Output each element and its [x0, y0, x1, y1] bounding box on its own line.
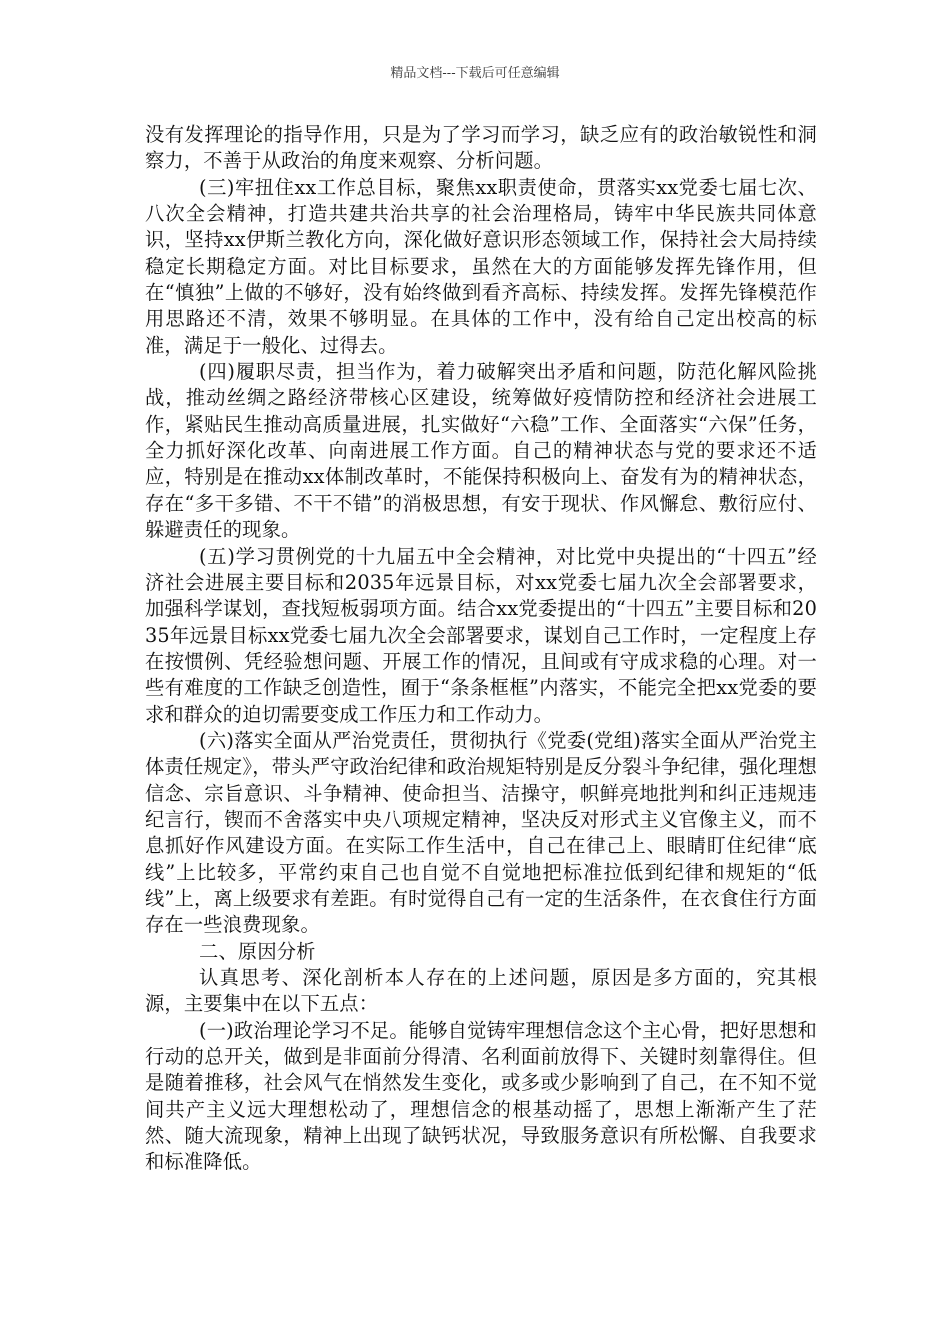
document-body	[145, 122, 817, 1176]
paragraph-section-5: (五)学习贯例党的十九届五中全会精神，对比党中央提出的“十四五”经济社会进展主要目标和2035年远景目标，对xx党委七届九次全会部署要求，加强科学谋划，查找短板弱项方面。结合xx党委提出的“十四五”主要目标和2035年远景目标xx党委七届九次全会部署要求，谋划自己工作时，一定程度上存在按惯例、凭经验想问题、开展工作的情况，且间或有守成求稳的心理。对一些有难度的工作缺乏创造性，囿于“条条框框”内落实，不能完全把xx党委的要求和群众的迫切需要变成工作压力和工作动力。	[145, 544, 817, 726]
paragraph-section-3: (三)牢扭住xx工作总目标，聚焦xx职责使命，贯落实xx党委七届七次、八次全会精神，打造共建共治共享的社会治理格局，铸牢中华民族共同体意识，坚持xx伊斯兰教化方向，深化做好意识形态领域工作，保持社会大局持续稳定长期稳定方面。对比目标要求，虽然在大的方面能够发挥先锋作用，但在“慎独”上做的不够好，没有始终做到看齐高标、持续发挥。发挥先锋模范作用思路还不清，效果不够明显。在具体的工作中，没有给自己定出校高的标准，满足于一般化、过得去。	[145, 175, 817, 357]
paragraph-cause-intro: 认真思考、深化剖析本人存在的上述问题，原因是多方面的，究其根源，主要集中在以下五点：	[145, 966, 817, 1016]
paragraph-cause-1: (一)政治理论学习不足。能够自觉铸牢理想信念这个主心骨，把好思想和行动的总开关，做到是非面前分得清、名利面前放得下、关键时刻靠得住。但是随着推移，社会风气在悄然发生变化，或多或少影响到了自己，在不知不觉间共产主义远大理想松动了，理想信念的根基动摇了，思想上渐渐产生了茫然、随大流现象，精神上出现了缺钙状况，导致服务意识有所松懈、自我要求和标准降低。	[145, 1018, 817, 1174]
paragraph-section-4: (四)履职尽责，担当作为，着力破解突出矛盾和问题，防范化解风险挑战，推动丝绸之路经济带核心区建设，统筹做好疫情防控和经济社会进展工作，紧贴民生推动高质量进展，扎实做好“六稳”工作、全面落实“六保”任务，全力抓好深化改革、向南进展工作方面。自己的精神状态与党的要求还不适应，特别是在推动xx体制改革时，不能保持积极向上、奋发有为的精神状态，存在“多干多错、不干不错”的消极思想，有安于现状、作风懈怠、敷衍应付、躲避责任的现象。	[145, 360, 817, 542]
paragraph-section-6: (六)落实全面从严治党责任，贯彻执行《党委(党组)落实全面从严治党主体责任规定》，带头严守政治纪律和政治规矩特别是反分裂斗争纪律，强化理想信念、宗旨意识、斗争精神、使命担当、洁操守，帜鲜亮地批判和纠正违规违纪言行，锲而不舍落实中央八项规定精神，坚决反对形式主义官像主义，而不息抓好作风建设方面。在实际工作生活中，自己在律己上、眼睛盯住纪律“底线”上比较多，平常约束自己也自觉不自觉地把标准拉低到纪律和规矩的“低线”上，离上级要求有差距。有时觉得自己有一定的生活条件，在衣食住行方面存在一些浪费现象。	[145, 728, 817, 937]
paragraph-continuation: 没有发挥理论的指导作用，只是为了学习而学习，缺乏应有的政治敏锐性和洞察力，不善于从政治的角度来观察、分析问题。	[145, 123, 817, 173]
page-header: 精品文档---下载后可任意编辑	[390, 66, 560, 81]
section-heading-cause-analysis: 二、原因分析	[199, 939, 316, 963]
